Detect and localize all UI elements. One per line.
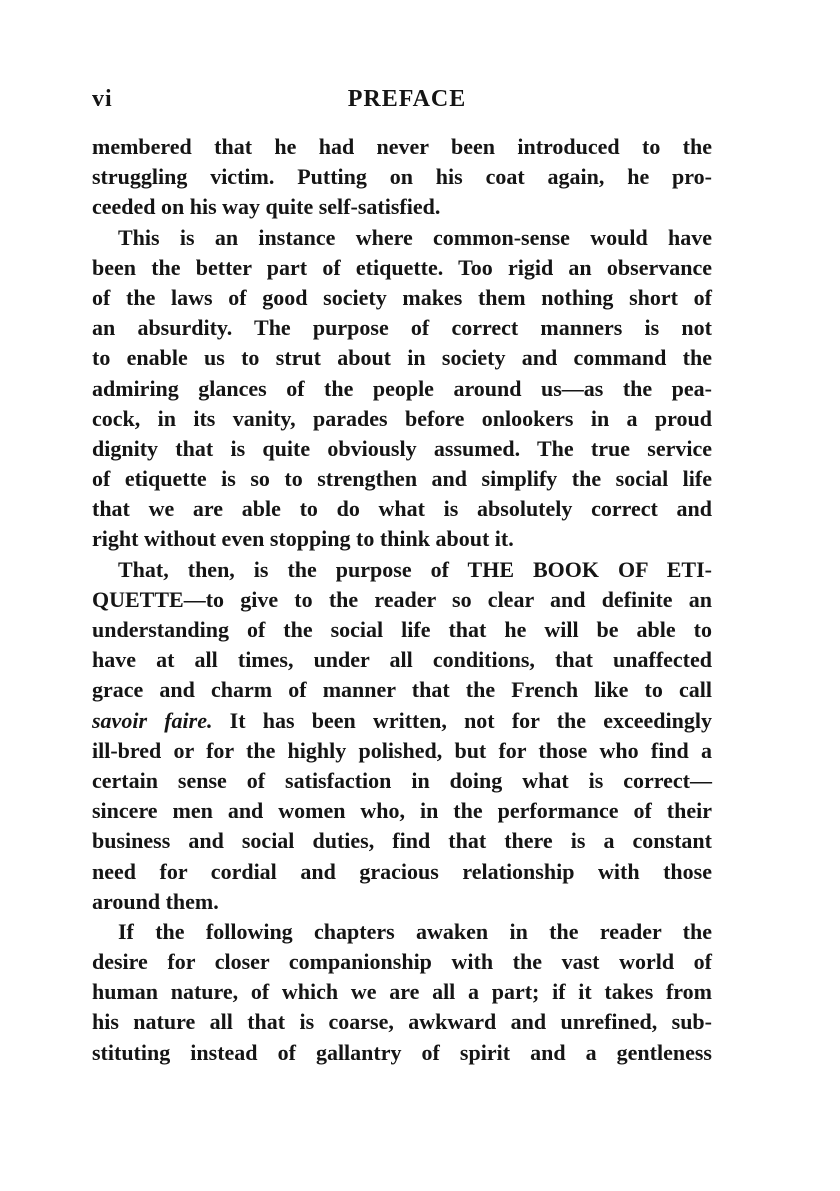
text-line: right without even stopping to think about it. [92,526,514,552]
text-line: around them. [92,888,219,914]
text-line-remainder: It has been written, not for the exceedingly [212,707,713,733]
text-line: admiring glances of the people around us—as the pea- [92,375,712,401]
text-line: This is an instance where common-sense would have [118,224,712,250]
text-line: understanding of the social life that he will be able to [92,617,712,642]
text-line: ill-bred or for the highly polished, but for those who find a [92,737,712,763]
text-line: membered that he had never been introduced to the [92,134,712,159]
text-line: grace and charm of manner that the French like to call [92,677,712,703]
text-line: to enable us to strut about in society and command the [92,345,712,371]
text-line: That, then, is the purpose of THE BOOK OF ETI- [118,556,712,582]
text-line: human nature, of which we are all a part; if it takes from [92,979,712,1005]
text-line: of etiquette is so to strengthen and simplify the social life [92,466,712,492]
text-line: his nature all that is coarse, awkward and unrefined, sub- [92,1009,712,1035]
text-line: ceeded on his way quite self-satisfied. [92,194,441,220]
running-head [92,86,712,120]
text-line: an absurdity. The purpose of correct manners is not [92,315,712,341]
text-line-mixed [92,706,712,736]
italic-phrase: savoir faire. [92,707,213,733]
text-line: struggling victim. Putting on his coat again, he pro- [92,164,712,190]
chapter-title: PREFACE [347,86,467,112]
text-line: of the laws of good society makes them nothing short of [92,284,712,310]
text-line: cock, in its vanity, parades before onlookers in a proud [92,405,712,431]
body-text [92,132,712,1068]
text-line: QUETTE—to give to the reader so clear and definite an [92,586,712,612]
text-line: dignity that is quite obviously assumed. The true service [92,435,712,461]
text-line: been the better part of etiquette. Too rigid an observance [92,254,712,280]
text-line: business and social duties, find that there is a constant [92,828,712,854]
text-line: sincere men and women who, in the performance of their [92,798,712,824]
page-number: vi [92,86,113,112]
text-line: have at all times, under all conditions, that unaffected [92,647,712,673]
text-line: If the following chapters awaken in the reader the [118,918,712,944]
text-line: desire for closer companionship with the vast world of [92,949,712,975]
text-line: stituting instead of gallantry of spirit and a gentleness [92,1039,712,1065]
text-line: that we are able to do what is absolutely correct and [92,496,712,522]
text-line: need for cordial and gracious relationship with those [92,858,712,884]
text-line: certain sense of satisfaction in doing what is correct— [92,767,712,793]
